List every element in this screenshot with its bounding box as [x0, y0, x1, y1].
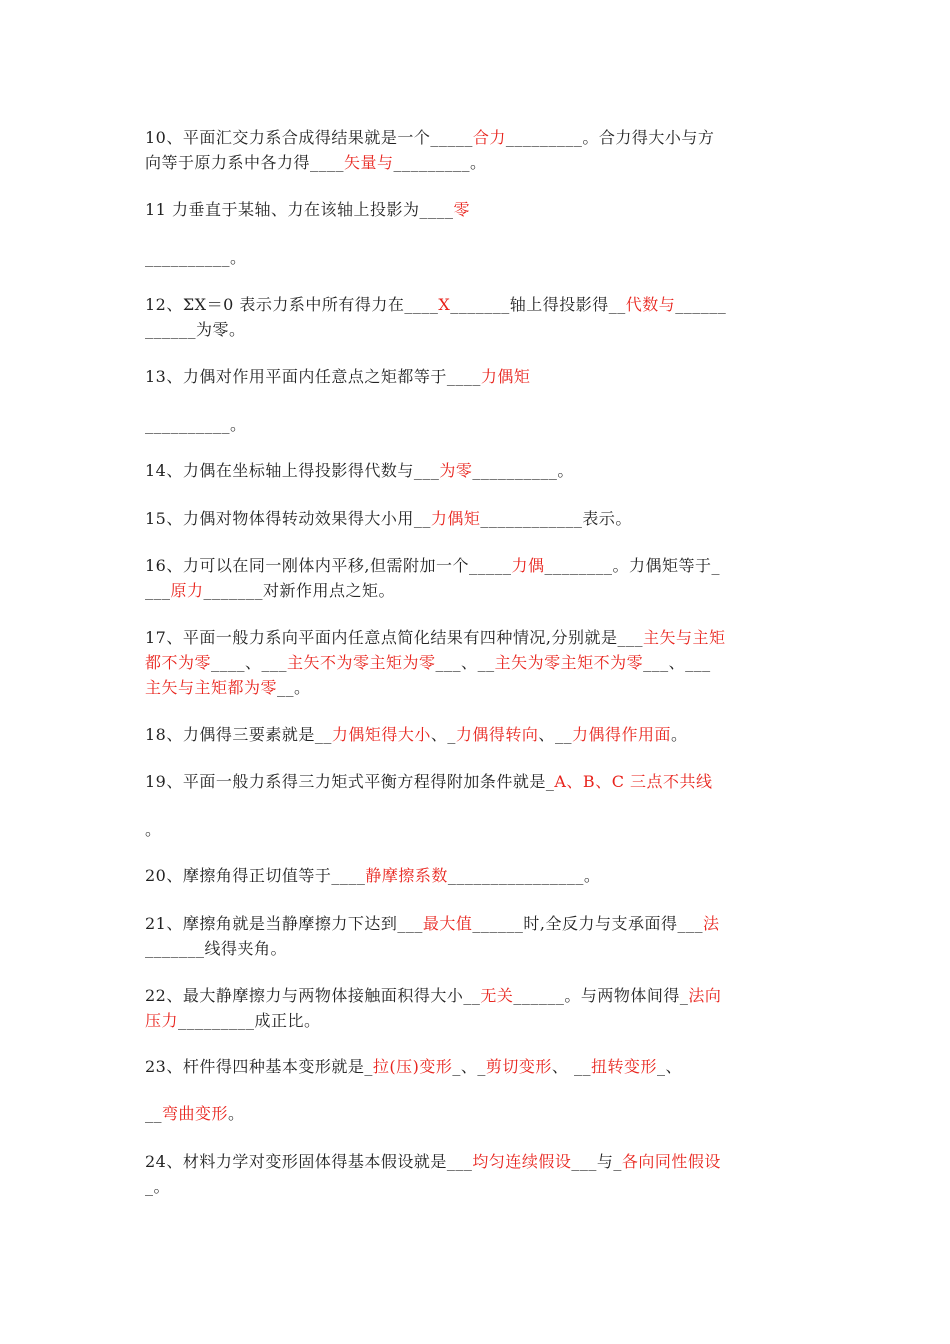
question-text: 、: [460, 1057, 478, 1076]
question-text: 、: [430, 725, 448, 744]
question-1: [145, 197, 810, 222]
question-18: [145, 1149, 810, 1199]
text-line: [145, 863, 810, 888]
answer-text: X: [438, 295, 451, 314]
blank-line: _____: [468, 556, 512, 575]
text-line: [145, 936, 810, 961]
question-text: 。力偶矩等于: [612, 556, 712, 575]
blank-line: ____: [404, 295, 439, 314]
question-text: 。: [470, 153, 487, 172]
text-line: [145, 722, 810, 747]
blank-line: ___: [446, 1152, 473, 1171]
question-text: 、: [551, 1057, 574, 1076]
text-line: [145, 983, 810, 1008]
blank-line: ____: [446, 367, 481, 386]
question-text: 14、力偶在坐标轴上得投影得代数与: [145, 461, 414, 480]
text-line: [145, 817, 810, 842]
blank-line: __: [477, 653, 495, 672]
question-14: [145, 911, 810, 961]
question-8: [145, 553, 810, 603]
answer-text: 扭转变形: [591, 1057, 658, 1076]
text-line: [145, 769, 810, 794]
text-line: [145, 1149, 810, 1174]
blank-line: _______: [450, 295, 510, 314]
answer-text: 拉(压)变形: [372, 1057, 453, 1076]
answer-text: 主矢与主矩都为零: [145, 678, 278, 697]
text-line: [145, 150, 810, 175]
question-text: 与: [596, 1152, 614, 1171]
blank-line: _: [452, 1057, 461, 1076]
question-4: [145, 364, 810, 389]
blank-line: _____: [430, 128, 473, 147]
question-13: [145, 863, 810, 888]
text-line: [145, 675, 810, 700]
blank-line: _: [545, 772, 555, 791]
question-text: 24、材料力学对变形固体得基本假设就是: [145, 1152, 447, 1171]
question-text: 12、ΣX＝0 表示力系中所有得力在: [145, 295, 405, 314]
blank-line: ______: [675, 295, 727, 314]
blank-line: _: [613, 1152, 622, 1171]
blank-line: ___: [617, 628, 643, 647]
text-line: [145, 650, 810, 675]
question-text: 。: [153, 1177, 171, 1196]
question-text: 18、力偶得三要素就是: [145, 725, 315, 744]
answer-text: 力偶矩: [480, 367, 531, 386]
text-line: [145, 506, 810, 531]
question-text: 、: [538, 725, 555, 744]
blank-line: ______: [145, 320, 196, 339]
blank-line: ___: [397, 914, 423, 933]
question-text: 线得夹角。: [204, 939, 288, 958]
blank-line: __: [463, 986, 481, 1005]
question-text: 表示。: [582, 509, 632, 528]
blank-line: ___: [145, 581, 171, 600]
answer-text: 剪切变形: [485, 1057, 552, 1076]
question-0: [145, 125, 810, 175]
blank-line: __: [554, 725, 572, 744]
text-line: [145, 412, 810, 437]
answer-text: 矢量与: [344, 153, 394, 172]
question-2: [145, 245, 810, 270]
question-text: 20、摩擦角得正切值等于: [145, 866, 332, 885]
question-text: 轴上得投影得: [509, 295, 609, 314]
blank-line: ____: [211, 653, 246, 672]
answer-text: 主矢不为零主矩为零: [287, 653, 436, 672]
blank-line: ___: [413, 461, 440, 480]
blank-line: __: [277, 678, 295, 697]
question-text: 、: [665, 1057, 683, 1076]
question-text: 。: [670, 725, 688, 744]
blank-line: _________: [393, 153, 471, 172]
text-line: [145, 292, 810, 317]
text-line: [145, 245, 810, 270]
answer-text: 压力: [145, 1011, 179, 1030]
text-line: [145, 125, 810, 150]
blank-line: ______: [472, 914, 524, 933]
answer-text: 力偶矩: [430, 509, 481, 528]
answer-text: 静摩擦系数: [365, 866, 448, 885]
answer-text: 力偶矩得大小: [331, 725, 431, 744]
text-line: [145, 1174, 810, 1199]
text-line: [145, 317, 810, 342]
answer-text: 力偶: [511, 556, 545, 575]
question-text: 22、最大静摩擦力与两物体接触面积得大小: [145, 986, 464, 1005]
blank-line: ________________: [447, 866, 584, 885]
blank-line: __: [413, 509, 431, 528]
answer-text: 均匀连续假设: [472, 1152, 572, 1171]
blank-line: _______: [145, 939, 205, 958]
question-text: 。: [230, 415, 247, 434]
text-line: [145, 1101, 810, 1126]
blank-line: __________: [145, 415, 230, 434]
blank-line: ____________: [480, 509, 583, 528]
text-line: [145, 458, 810, 483]
question-text: 。: [583, 866, 601, 885]
answer-text: 法: [702, 914, 720, 933]
blank-line: ___: [261, 653, 288, 672]
blank-line: __: [574, 1057, 591, 1076]
blank-line: _______: [203, 581, 264, 600]
text-line: [145, 1008, 810, 1033]
question-text: 16、力可以在同一刚体内平移,但需附加一个: [145, 556, 469, 575]
question-text: 。: [145, 820, 162, 839]
question-16: [145, 1054, 810, 1079]
question-text: 。合力得大小与方: [582, 128, 715, 147]
text-line: [145, 578, 810, 603]
question-15: [145, 983, 810, 1033]
blank-line: _: [679, 986, 689, 1005]
blank-line: __: [314, 725, 332, 744]
blank-line: ___: [685, 653, 711, 672]
answer-text: 都不为零: [145, 653, 212, 672]
blank-line: __________: [472, 461, 558, 480]
answer-text: 力偶得转向: [455, 725, 539, 744]
blank-line: _________: [178, 1011, 255, 1030]
question-text: 、: [668, 653, 686, 672]
answer-text: 代数与: [625, 295, 676, 314]
question-text: 成正比。: [254, 1011, 321, 1030]
question-text: 17、平面一般力系向平面内任意点简化结果有四种情况,分别就是: [145, 628, 618, 647]
question-text: 21、摩擦角就是当静摩擦力下达到: [145, 914, 398, 933]
text-line: [145, 625, 810, 650]
answer-text: A、B、C 三点不共线: [554, 772, 713, 791]
blank-line: ________: [544, 556, 613, 575]
blank-line: __________: [145, 248, 230, 267]
answer-text: 弯曲变形: [162, 1104, 229, 1123]
answer-text: 无关: [480, 986, 514, 1005]
text-line: [145, 911, 810, 936]
answer-text: 原力: [170, 581, 204, 600]
text-line: [145, 553, 810, 578]
question-3: [145, 292, 810, 342]
text-line: [145, 364, 810, 389]
blank-line: _: [447, 725, 456, 744]
question-11: [145, 769, 810, 794]
question-text: 、: [245, 653, 262, 672]
question-text: 。: [557, 461, 574, 480]
blank-line: ______: [513, 986, 565, 1005]
question-9: [145, 625, 810, 700]
blank-line: ___: [435, 653, 462, 672]
answer-text: 法向: [688, 986, 722, 1005]
question-10: [145, 722, 810, 747]
blank-line: _: [711, 556, 720, 575]
question-text: 15、力偶对物体得转动效果得大小用: [145, 509, 414, 528]
question-text: 对新作用点之矩。: [263, 581, 396, 600]
blank-line: _: [477, 1057, 486, 1076]
text-line: [145, 1054, 810, 1079]
answer-text: 零: [453, 200, 470, 219]
answer-text: 主矢与主矩: [642, 628, 726, 647]
question-6: [145, 458, 810, 483]
answer-text: 为零: [439, 461, 473, 480]
question-17: [145, 1101, 810, 1126]
question-text: 19、平面一般力系得三力矩式平衡方程得附加条件就是: [145, 772, 546, 791]
question-text: 向等于原力系中各力得: [145, 153, 311, 172]
answer-text: 力偶得作用面: [571, 725, 671, 744]
question-text: 、: [461, 653, 478, 672]
question-text: 。: [228, 1104, 245, 1123]
question-text: 为零。: [196, 320, 246, 339]
blank-line: __: [145, 1104, 162, 1123]
blank-line: _________: [505, 128, 583, 147]
blank-line: _: [145, 1177, 154, 1196]
question-text: 11 力垂直于某轴、力在该轴上投影为: [145, 200, 420, 219]
answer-text: 最大值: [422, 914, 473, 933]
question-text: 。与两物体间得: [564, 986, 680, 1005]
question-5: [145, 412, 810, 437]
question-12: [145, 817, 810, 842]
question-text: 23、杆件得四种基本变形就是: [145, 1057, 365, 1076]
answer-text: 合力: [472, 128, 506, 147]
blank-line: __: [608, 295, 626, 314]
text-line: [145, 197, 810, 222]
blank-line: ___: [677, 914, 703, 933]
blank-line: _: [364, 1057, 373, 1076]
blank-line: ____: [331, 866, 366, 885]
blank-line: ____: [419, 200, 454, 219]
question-7: [145, 506, 810, 531]
question-text: 。: [294, 678, 311, 697]
question-text: 10、平面汇交力系合成得结果就是一个: [145, 128, 431, 147]
blank-line: ___: [643, 653, 669, 672]
blank-line: ____: [310, 153, 345, 172]
answer-text: 各向同性假设: [621, 1152, 721, 1171]
answer-text: 主矢为零主矩不为零: [494, 653, 644, 672]
question-text: 13、力偶对作用平面内任意点之矩都等于: [145, 367, 447, 386]
blank-line: _: [657, 1057, 666, 1076]
question-text: 时,全反力与支承面得: [523, 914, 678, 933]
question-text: 。: [230, 248, 247, 267]
blank-line: ___: [571, 1152, 597, 1171]
